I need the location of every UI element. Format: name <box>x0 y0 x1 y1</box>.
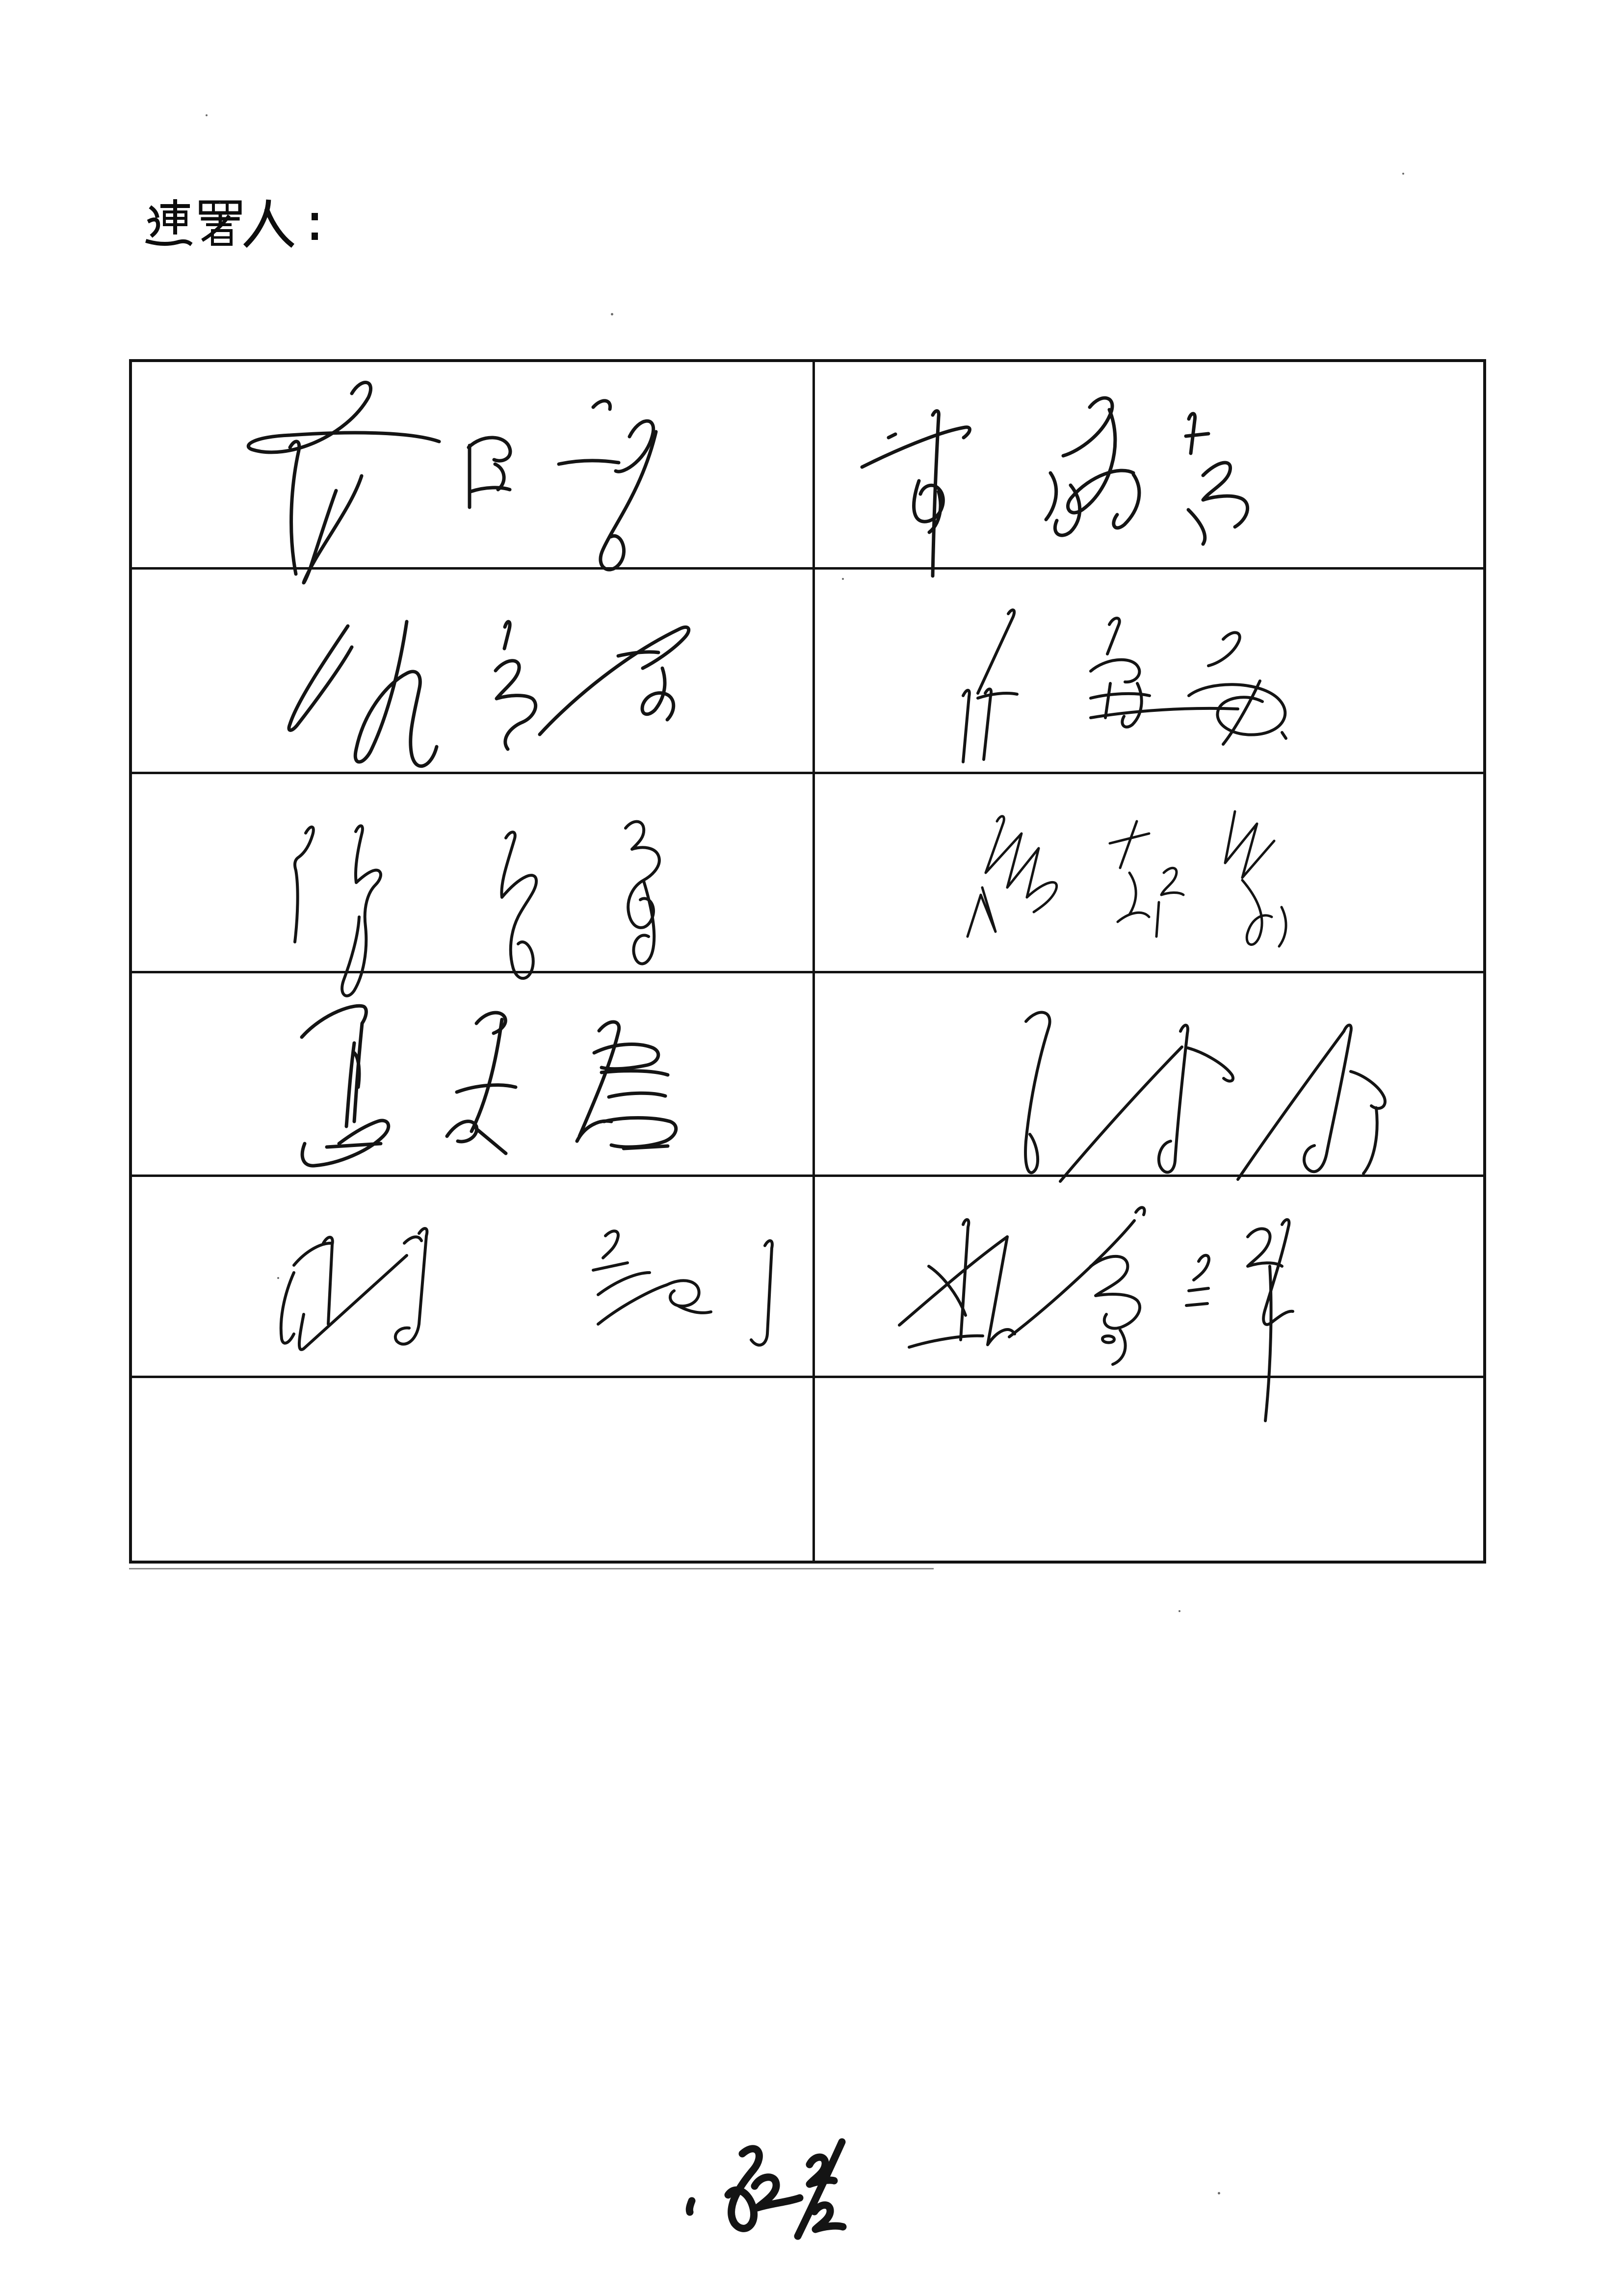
signature-drawing-r5c2 <box>815 1177 1489 1378</box>
signature-drawing-r2c1 <box>132 570 815 774</box>
signature-drawing-r5c1 <box>132 1177 815 1378</box>
table-cell-r3c2 <box>815 774 1483 973</box>
scan-speck <box>206 114 208 116</box>
page-number-drawing <box>686 2123 853 2246</box>
table-cell-r1c2 <box>815 362 1483 570</box>
scan-speck <box>611 313 613 315</box>
table-cell-r6c1-empty <box>132 1378 815 1561</box>
signature-drawing-r1c1 <box>132 362 815 570</box>
signature-drawing-r1c2 <box>815 362 1489 570</box>
scan-speck <box>219 202 221 204</box>
page-title <box>145 196 324 248</box>
scan-speck <box>1179 1610 1180 1612</box>
signature-drawing-r4c1 <box>132 973 815 1177</box>
handwritten-page-number <box>686 2123 853 2246</box>
scan-speck <box>1218 2192 1220 2194</box>
scan-speck <box>842 578 844 580</box>
scan-speck <box>1402 173 1404 175</box>
table-cell-r4c1 <box>132 973 815 1177</box>
signature-drawing-r4c2 <box>815 973 1489 1177</box>
table-cell-r5c1 <box>132 1177 815 1378</box>
table-cell-r2c2 <box>815 570 1483 774</box>
scan-artifact-line <box>129 1568 934 1569</box>
signature-drawing-r2c2 <box>815 570 1489 774</box>
table-cell-r1c1 <box>132 362 815 570</box>
page-title-glyphs <box>145 196 324 248</box>
table-cell-r4c2 <box>815 973 1483 1177</box>
signature-table <box>129 359 1486 1564</box>
scan-speck <box>277 1277 279 1279</box>
table-cell-r6c2-empty <box>815 1378 1483 1561</box>
table-cell-r3c1 <box>132 774 815 973</box>
table-cell-r5c2 <box>815 1177 1483 1378</box>
table-cell-r2c1 <box>132 570 815 774</box>
signature-drawing-r3c1 <box>132 774 815 973</box>
signature-drawing-r3c2 <box>815 774 1489 973</box>
